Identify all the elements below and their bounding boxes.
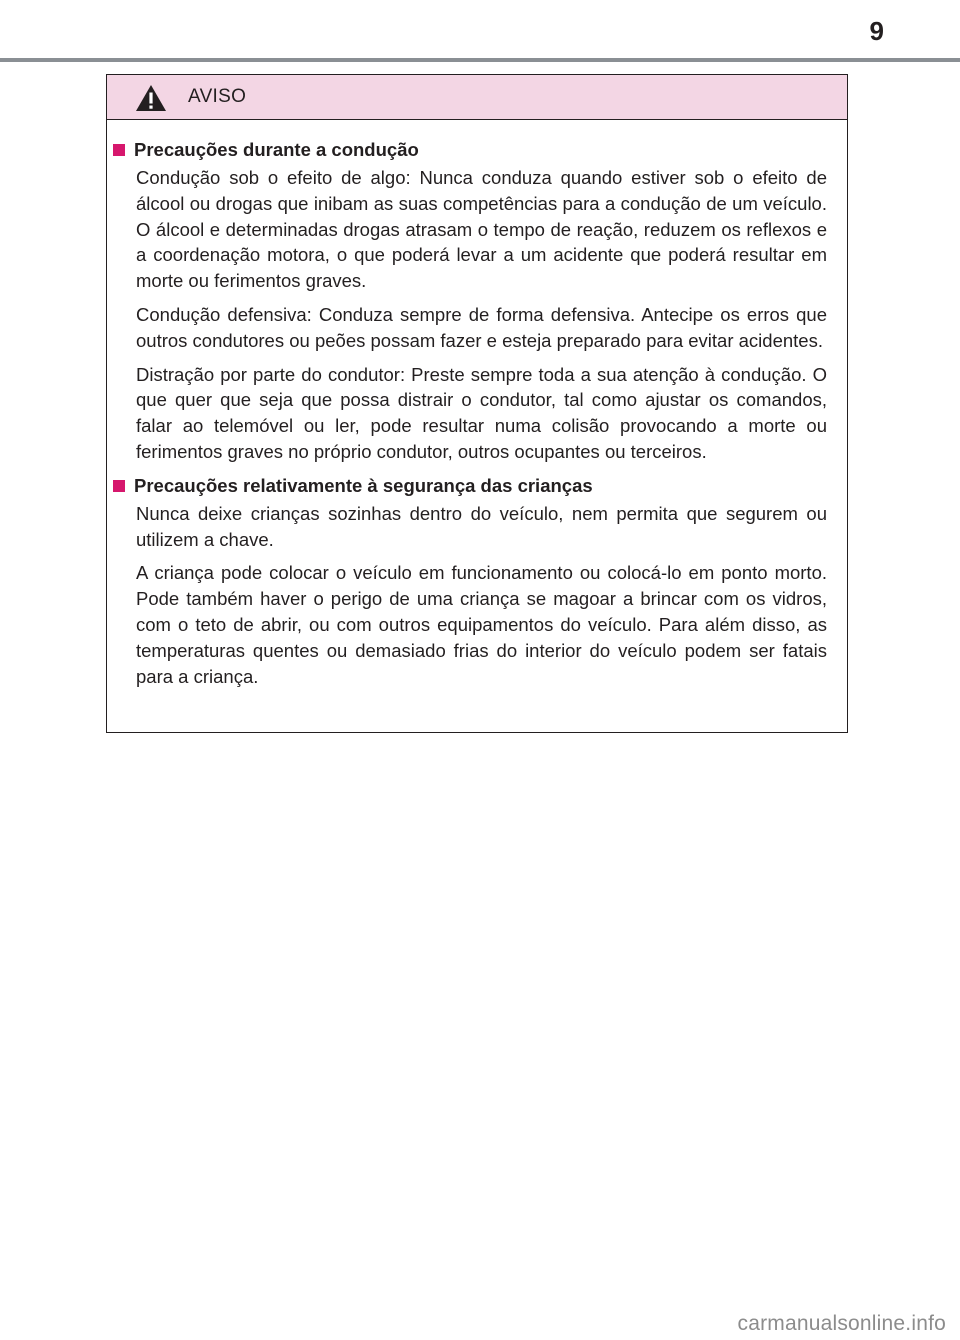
paragraph-children-alone: Nunca deixe crianças sozinhas dentro do veículo, nem permita que segurem ou utilizem a chave. [136, 502, 827, 550]
section-heading [113, 137, 827, 163]
warning-box [106, 74, 848, 733]
watermark: carmanualsonline.info [737, 1312, 946, 1335]
page-number: 9 [869, 16, 884, 46]
square-bullet-icon [113, 480, 125, 492]
section-heading-text: Precauções relativamente à segurança das crianças [134, 474, 593, 496]
warning-header [107, 75, 847, 120]
paragraph-driver-distraction: Distração por parte do condutor: Preste sempre toda a sua atenção à condução. O que quer que seja que possa distrair o condutor, tal como ajustar os comandos, falar ao telemóvel ou ler, pode resultar numa colisão provocando a morte ou ferimentos graves no próprio condutor, outros ocupantes ou terceiros. [136, 363, 827, 462]
section-heading [113, 473, 827, 499]
warning-label: AVISO [188, 86, 247, 107]
warning-body [107, 120, 847, 689]
square-bullet-icon [113, 144, 125, 156]
section-heading-text: Precauções durante a condução [134, 139, 419, 160]
paragraph-defensive-driving: Condução defensiva: Conduza sempre de forma defensiva. Antecipe os erros que outros condutores ou peões possam fazer e esteja preparado para evitar acidentes. [136, 303, 827, 351]
paragraph-impaired-driving: Condução sob o efeito de algo: Nunca conduza quando estiver sob o efeito de álcool ou drogas que inibam as suas competências para a condução de um veículo. O álcool e determinadas drogas atrasam o tempo de reação, reduzem os reflexos e a coordenação motora, o que poderá levar a um acidente que poderá resultar em morte ou ferimentos graves. [136, 167, 827, 292]
section-driving-precautions [113, 137, 827, 465]
paragraph-child-dangers: A criança pode colocar o veículo em funcionamento ou colocá-lo em ponto morto. Pode também haver o perigo de uma criança se magoar a brincar com os vidros, com o teto de abrir, ou com outros equipamentos do veículo. Para além disso, as temperaturas quentes ou demasiado frias do interior do veículo podem ser fatais para a criança. [136, 562, 827, 687]
warning-triangle-icon [135, 84, 167, 112]
section-child-safety [113, 473, 827, 690]
header-rule [0, 58, 960, 62]
